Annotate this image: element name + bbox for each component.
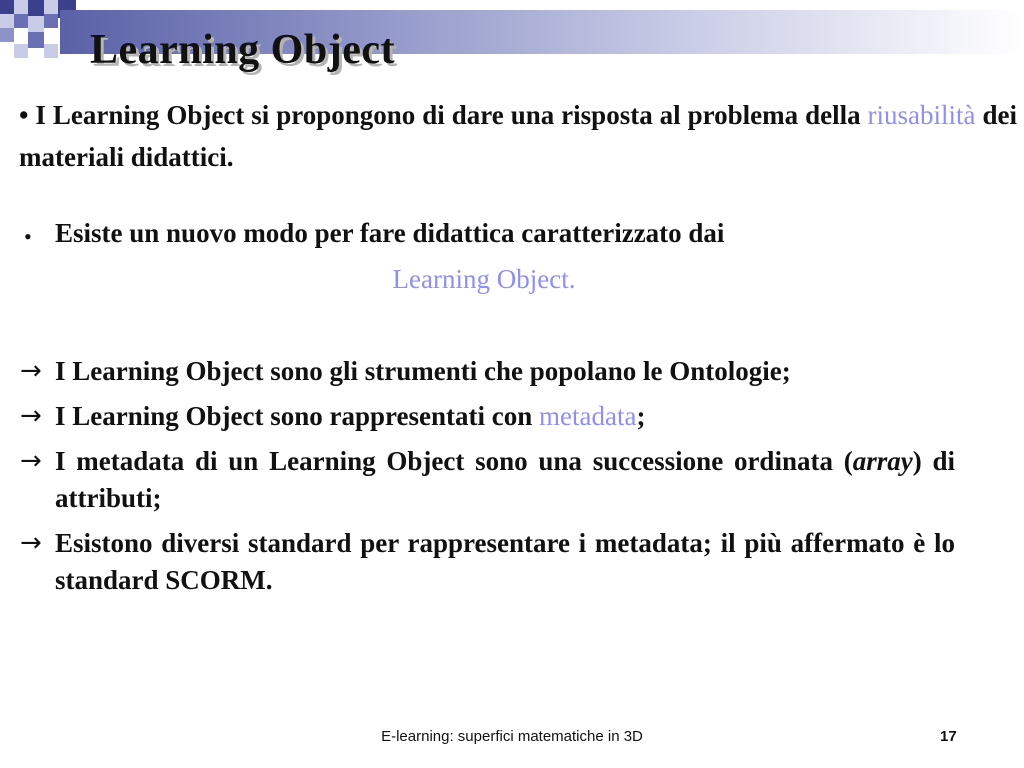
- arrow-item: [20, 525, 955, 599]
- arrow-item-text: I Learning Object sono rappresentati con: [55, 401, 539, 431]
- slide-footer: E-learning: superfici matematiche in 3D: [381, 728, 643, 745]
- intro-text-part1: • I Learning Object si propongono di dare una risposta al problema della: [19, 100, 868, 130]
- main-bullet-highlight: Learning Object.: [392, 264, 576, 294]
- arrow-icon: →: [20, 356, 42, 386]
- arrow-item-text: Esistono diversi standard per rappresentare i metadata; il più affermato è lo standard SCORM.: [55, 528, 955, 595]
- bullet-glyph: •: [24, 224, 32, 249]
- intro-paragraph: [19, 94, 1017, 178]
- slide-title: Learning Object: [90, 27, 395, 73]
- main-bullet-text: Esiste un nuovo modo per fare didattica caratterizzato dai: [55, 218, 725, 248]
- intro-highlight: riusabilità: [867, 100, 976, 130]
- arrow-icon: →: [20, 528, 42, 558]
- arrow-item: [20, 443, 955, 517]
- arrow-item-text: I Learning Object sono gli strumenti che popolano le Ontologie;: [55, 356, 791, 386]
- metadata-highlight: metadata: [539, 401, 637, 431]
- arrow-item-text: I metadata di un Learning Object sono una successione ordinata (: [55, 446, 853, 476]
- arrow-icon: →: [20, 401, 42, 431]
- intro-text-part2: dei materiali didattici.: [19, 100, 1017, 172]
- arrow-item-suffix: ;: [636, 401, 646, 431]
- arrow-icon: →: [20, 446, 42, 476]
- arrow-list: [20, 353, 955, 607]
- arrow-item: [20, 398, 955, 435]
- page-number: 17: [940, 728, 957, 745]
- array-italic: array: [852, 446, 913, 476]
- arrow-item-suffix: ) di attributi;: [55, 446, 955, 513]
- arrow-item: [20, 353, 955, 390]
